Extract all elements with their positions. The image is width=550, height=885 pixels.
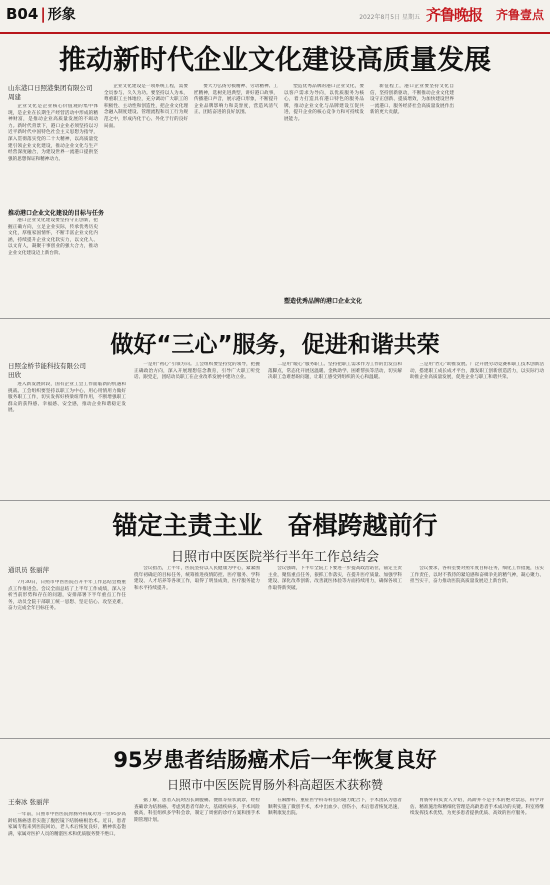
article-3-subtitle: 日照市中医医院举行半年工作总结会 (170, 550, 379, 565)
article-2-paragraph: 进入新发展阶段，国有企业工会工作面临新的机遇和挑战。工会组织要坚持以职工为中心，用心用情用力做好服务职工工作，切实发挥好桥梁纽带作用，不断增强职工群众的获得感、幸福感、安全感，推动企业和谐稳定发展。 (8, 382, 126, 414)
article-4-paragraph: 胃肠外科负责人介绍，高龄并不是手术的绝对禁忌，科学评估、精准施治和精细化管理是高龄患者手术成功的关键。科室将继续发挥技术优势，为更多患者提供优质、高效的医疗服务。 (410, 798, 544, 817)
article-3-byline-role: 通讯员 (8, 566, 28, 574)
article-2-column-4 (410, 362, 544, 494)
article-2-column-3 (268, 362, 402, 494)
article-1-byline (8, 84, 93, 102)
article-3-column-1 (8, 580, 126, 730)
article-2-column-1 (8, 382, 126, 494)
article-1-subhead-2: 塑造优秀品牌的港口企业文化 (284, 298, 363, 305)
section-code: B04 (6, 5, 39, 23)
article-3-byline-author: 张丽萍 (29, 566, 50, 574)
article-4-paragraph: 在麻醉科、重症医学科等科室的通力配合下，手术团队为患者顺利实施了微创手术，术中出血少、创伤小，术后患者恢复迅速，顺利康复出院。 (268, 798, 402, 817)
article-4-column-4 (410, 798, 544, 882)
section-divider (0, 318, 550, 319)
article-3-headline: 锚定主责主业 奋楫跨越前行 (112, 511, 438, 540)
article-3-paragraph: 会议指出，上半年，医院坚持以人民健康为中心，紧紧围绕年初确定的目标任务，统筹推进疫情防控、医疗服务、学科建设、人才培养等各项工作，取得了明显成效，医疗服务能力和水平持续提升。 (134, 566, 260, 591)
article-2-column-2 (134, 362, 260, 494)
article-4-subtitle: 日照市中医医院胃肠外科高超医术获称赞 (166, 778, 383, 792)
article-2-paragraph: 一是用“初心”引领方向。工会组织要坚持党的领导，把握正确政治方向，深入开展理想信念教育，引导广大职工听党话、跟党走，团结动员职工在企业改革发展中建功立业。 (134, 362, 260, 381)
article-3-paragraph: 会议强调，下半年全院上下要进一步提高政治站位，锚定主责主业，聚焦重点任务，狠抓工作落实，在提升医疗质量、加强学科建设、深化改革创新、改善就医体验等方面持续用力，确保各项工作取得新突破。 (268, 566, 402, 591)
masthead (0, 0, 550, 34)
article-4-column-2 (134, 798, 260, 882)
article-4-paragraph: 一年前，日照市中医医院胃肠外科成功为一位95岁高龄结肠癌患者实施了腹腔镜下结肠癌根治术。近日，患者家属专程来到医院回访，老人术后恢复良好，精神状态饱满，家属对医护人员的精湛医术和优质服务赞不绝口。 (8, 812, 126, 837)
article-3-paragraph: 会议要求，各科室要对照年度目标任务，细化工作措施，压实工作责任，以时不我待的紧迫感和奋楫争先的精气神，凝心聚力、担当实干，奋力推动医院高质量发展迈上新台阶。 (410, 566, 544, 585)
article-4-byline-author-2: 张丽萍 (29, 798, 50, 806)
section-label (6, 4, 76, 24)
article-4-byline-author-1: 王秦冰 (8, 798, 28, 806)
article-1-byline-author: 周建 (8, 93, 21, 101)
article-1-subhead-1: 推动港口企业文化建设的目标与任务 (8, 210, 105, 217)
article-3-column-3 (268, 566, 402, 730)
article-4-byline (8, 798, 49, 807)
article-1-column-4 (284, 84, 364, 290)
article-1-paragraph: 塑造优秀品牌的港口企业文化，要以客户需求为导向，以优质服务为核心，着力打造具有港口特色的服务品牌，推动企业文化与品牌建设互促共进，提升企业的核心竞争力和可持续发展能力。 (284, 84, 364, 122)
article-1-column-5 (370, 84, 454, 308)
article-1-byline-org: 山东港口日照港集团有限公司 (8, 84, 93, 92)
section-separator: | (40, 5, 46, 23)
section-name: 形象 (47, 7, 76, 23)
section-divider (0, 500, 550, 501)
issue-date: 2022年8月5日 星期五 (359, 14, 420, 21)
article-3-paragraph: 7月30日，日照市中医医院召开半年工作总结会暨重点工作推进会。会议全面总结了上半年工作成绩，深入分析当前形势和存在的问题，安排部署下半年重点工作任务，动员全院干部职工统一思想、坚定信心、攻坚克难，奋力完成全年目标任务。 (8, 580, 126, 612)
article-3-column-4 (410, 566, 544, 730)
article-1-headline: 推动新时代企业文化建设高质量发展 (59, 45, 491, 76)
brand-logo: 齐鲁壹点 (495, 8, 544, 22)
article-1-column-1b (8, 218, 98, 308)
article-2-byline-org: 日照金桥节能科技有限公司 (8, 362, 86, 370)
article-4-paragraph: 据了解，患者入院时因长期腹痛、便血等症状就诊，经检查确诊为结肠癌。考虑到患者年龄大、基础疾病多，手术风险极高，科室组织多学科会诊，制定了周密的诊疗方案和围手术期管理计划。 (134, 798, 260, 823)
article-1-column-1 (8, 104, 98, 204)
article-4-column-1 (8, 812, 126, 882)
article-2-byline (8, 362, 86, 380)
article-1-column-2 (104, 84, 188, 308)
article-1-paragraph: 新征程上，港口企业要坚持文化自信，坚持创新驱动，不断推动企业文化建设守正创新、提质增效，为加快建设世界一流港口、服务经济社会高质量发展作出新的更大贡献。 (370, 84, 454, 116)
article-4-column-3 (268, 798, 402, 882)
article-1-paragraph: 港口企业文化建设要坚持守正创新，把握正确方向，立足企业实际，传承优秀历史文化，厚植家国情怀，不断丰富企业文化内涵，持续提升企业文化软实力，以文化人、以文育人，凝聚干事创业的强大合力，推动企业文化建设迈上新台阶。 (8, 218, 98, 256)
section-divider (0, 738, 550, 739)
article-1-paragraph: 企业文化建设是一项系统工程，需要全员参与、久久为功。要坚持以人为本，尊重职工主体地位，充分调动广大职工的积极性、主动性和创造性，把企业文化理念融入制度建设、管理流程和员工行为规范之中，形成内化于心、外化于行的良好局面。 (104, 84, 188, 129)
article-3-byline (8, 566, 49, 575)
article-2-paragraph: 二是用“暖心”服务职工。坚持把职工需求作为工作的出发点和落脚点，常态化开展送温暖、金秋助学、困难帮扶等活动，切实解决职工急难愁盼问题，让职工感受到组织的关心和温暖。 (268, 362, 402, 381)
article-4-headline: 95岁患者结肠癌术后一年恢复良好 (113, 748, 437, 772)
article-1-column-6 (460, 84, 544, 308)
article-2-paragraph: 三是用“匠心”助推发展。广泛开展劳动竞赛和职工技术创新活动，搭建职工成长成才平台，激发职工创新创造活力，以实际行动助推企业高质量发展，促进企业与职工和谐共荣。 (410, 362, 544, 381)
newspaper-logo: 齐鲁晚报 (425, 6, 482, 24)
article-1-paragraph: 要大力弘扬劳模精神、劳动精神、工匠精神，选树先进典型，讲好港口故事，传播港口声音，展示港口形象，不断提升企业品牌影响力和美誉度，营造风清气正、团结奋进的良好氛围。 (194, 84, 278, 116)
article-3-column-2 (134, 566, 260, 730)
article-1-column-3 (194, 84, 278, 308)
article-2-headline: 做好“三心”服务，促进和谐共荣 (110, 332, 440, 358)
article-1-paragraph: 企业文化是企业核心价值观的集中体现，是企业在长期生产经营活动中形成的精神财富，是推动企业高质量发展的不竭动力。新时代背景下，港口企业必须坚持以习近平新时代中国特色社会主义思想为指导，深入贯彻落实党的二十大精神，以高质量党建引领企业文化建设，推动企业文化与生产经营深度融合，为建设世界一流港口提供坚强的思想保证和精神动力。 (8, 104, 98, 162)
article-2-byline-author: 田欣 (8, 371, 21, 379)
